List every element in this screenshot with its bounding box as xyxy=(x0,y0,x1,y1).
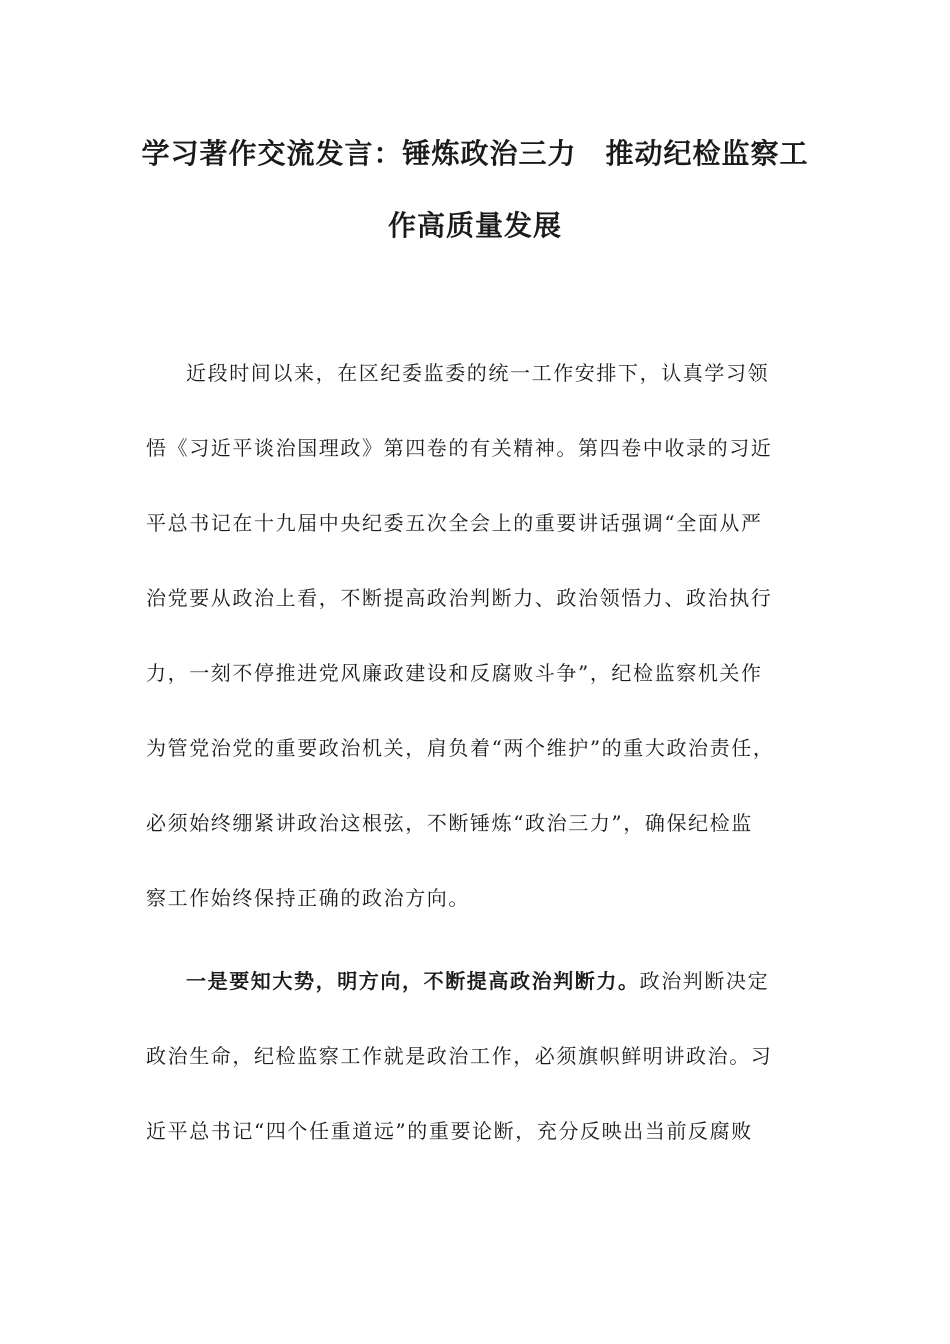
paragraph-2-heading: 一是要知大势，明方向，不断提高政治判断力。 xyxy=(186,969,640,993)
paragraph-2-line-3: 近平总书记“四个任重道远”的重要论断，充分反映出当前反腐败 xyxy=(146,1119,753,1143)
paragraph-1-line-6: 为管党治党的重要政治机关，肩负着“两个维护”的重大政治责任， xyxy=(146,736,775,760)
paragraph-2-first-line-rest: 政治判断决定 xyxy=(639,969,770,993)
document-title-line-1: 学习著作交流发言：锤炼政治三力 推动纪检监察工 xyxy=(141,137,809,170)
paragraph-1-line-3: 平总书记在十九届中央纪委五次全会上的重要讲话强调“全面从严 xyxy=(146,511,763,535)
paragraph-2-line-2: 政治生命，纪检监察工作就是政治工作，必须旗帜鲜明讲政治。习 xyxy=(146,1044,773,1068)
paragraph-2-line-1 xyxy=(186,966,846,996)
paragraph-1-line-5: 力，一刻不停推进党风廉政建设和反腐败斗争”，纪检监察机关作 xyxy=(146,661,763,685)
document-title-line-2: 作高质量发展 xyxy=(387,209,562,242)
paragraph-1-line-8: 察工作始终保持正确的政治方向。 xyxy=(146,886,470,910)
paragraph-1-line-2: 悟《习近平谈治国理政》第四卷的有关精神。第四卷中收录的习近 xyxy=(146,436,773,460)
paragraph-1-line-7: 必须始终绷紧讲政治这根弦，不断锤炼“政治三力”，确保纪检监 xyxy=(146,811,753,835)
paragraph-1-line-4: 治党要从政治上看，不断提高政治判断力、政治领悟力、政治执行 xyxy=(146,586,773,610)
paragraph-1-line-1: 近段时间以来，在区纪委监委的统一工作安排下，认真学习领 xyxy=(186,361,770,385)
